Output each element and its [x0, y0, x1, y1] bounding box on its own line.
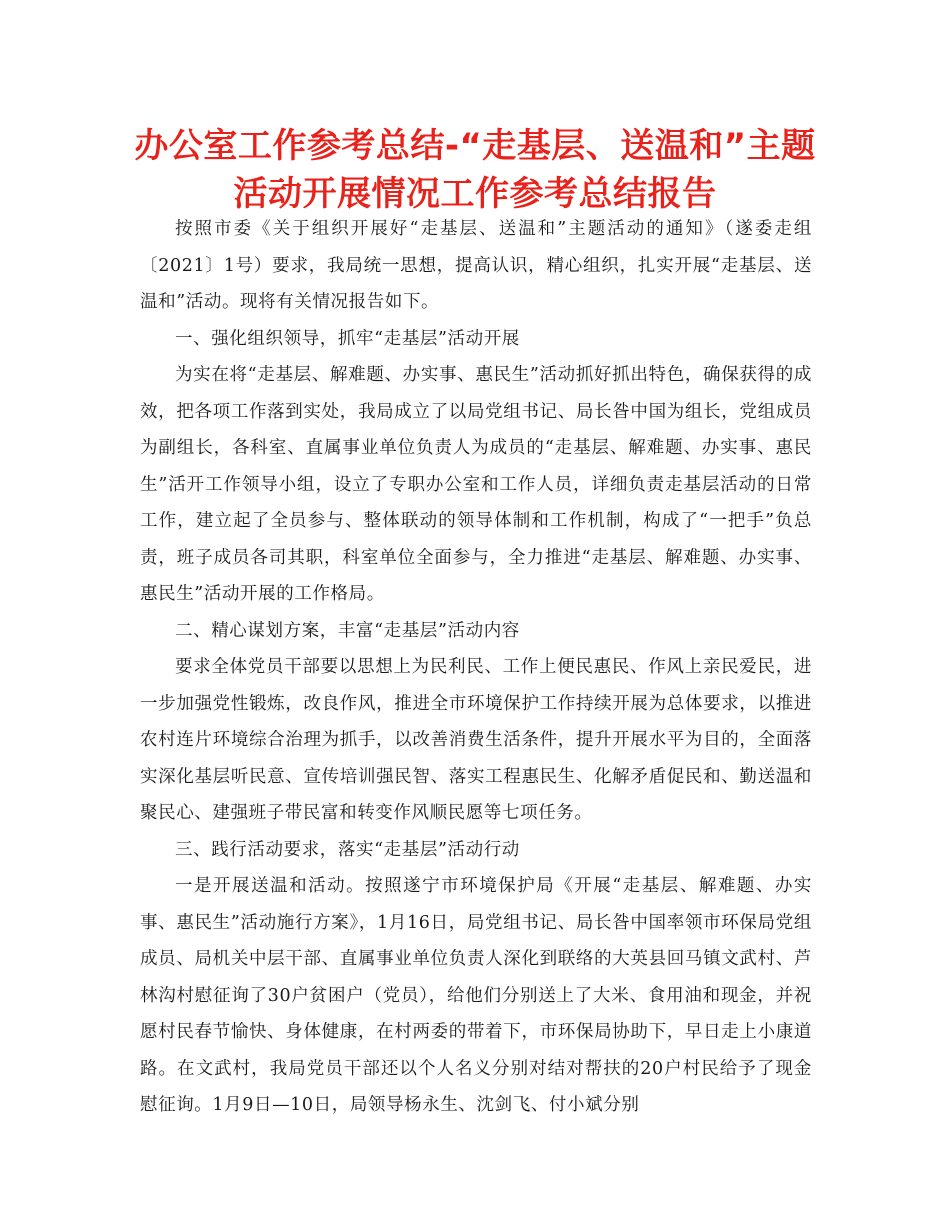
paragraph-intro: 按照市委《关于组织开展好“走基层、送温和”主题活动的通知》（遂委走组〔2021〕1号）要求，我局统一思想，提高认识，精心组织，扎实开展“走基层、送温和”活动。现将有关情况报告如下。 — [140, 219, 812, 312]
paragraph-section-3: 一是开展送温和活动。按照遂宁市环境保护局《开展“走基层、解难题、办实事、惠民生”活动施行方案》，1月16日，局党组书记、局长昝中国率领市环保局党组成员、局机关中层干部、直属事业单位负责人深化到联络的大英县回马镇文武村、芦林沟村慰征询了30户贫困户（党员），给他们分别送上了大米、食用油和现金，并祝愿村民春节愉快、身体健康，在村两委的带着下，市环保局协助下，早日走上小康道路。在文武村，我局党员干部还以个人名义分别对结对帮扶的20户村民给予了现金慰征询。1月9日—10日，局领导杨永生、沈剑飞、付小斌分别 — [140, 876, 812, 1115]
paragraph-section-1: 为实在将“走基层、解难题、办实事、惠民生”活动抓好抓出特色，确保获得的成效，把各项工作落到实处，我局成立了以局党组书记、局长昝中国为组长，党组成员为副组长，各科室、直属事业单位负责人为成员的“走基层、解难题、办实事、惠民生”活开工作领导小组，设立了专职办公室和工作人员，详细负责走基层活动的日常工作，建立起了全员参与、整体联动的领导体制和工作机制，构成了“一把手”负总责，班子成员各司其职，科室单位全面参与，全力推进“走基层、解难题、办实事、惠民生”活动开展的工作格局。 — [140, 365, 812, 604]
section-heading-3: 三、践行活动要求，落实“走基层”活动行动 — [175, 839, 520, 860]
section-heading-2: 二、精心谋划方案，丰富“走基层”活动内容 — [175, 620, 520, 641]
document-body — [140, 211, 812, 1124]
document-title: 办公室工作参考总结-“走基层、送温和”主题活动开展情况工作参考总结报告 — [134, 126, 816, 214]
paragraph-section-2: 要求全体党员干部要以思想上为民利民、工作上便民惠民、作风上亲民爱民，进一步加强党性锻炼，改良作风，推进全市环境保护工作持续开展为总体要求，以推进农村连片环境综合治理为抓手，以改善消费生活条件，提升开展水平为目的，全面落实深化基层听民意、宣传培训强民智、落实工程惠民生、化解矛盾促民和、勤送温和聚民心、建强班子带民富和转变作风顺民愿等七项任务。 — [140, 657, 812, 823]
section-heading-1: 一、强化组织领导，抓牢“走基层”活动开展 — [175, 328, 520, 349]
